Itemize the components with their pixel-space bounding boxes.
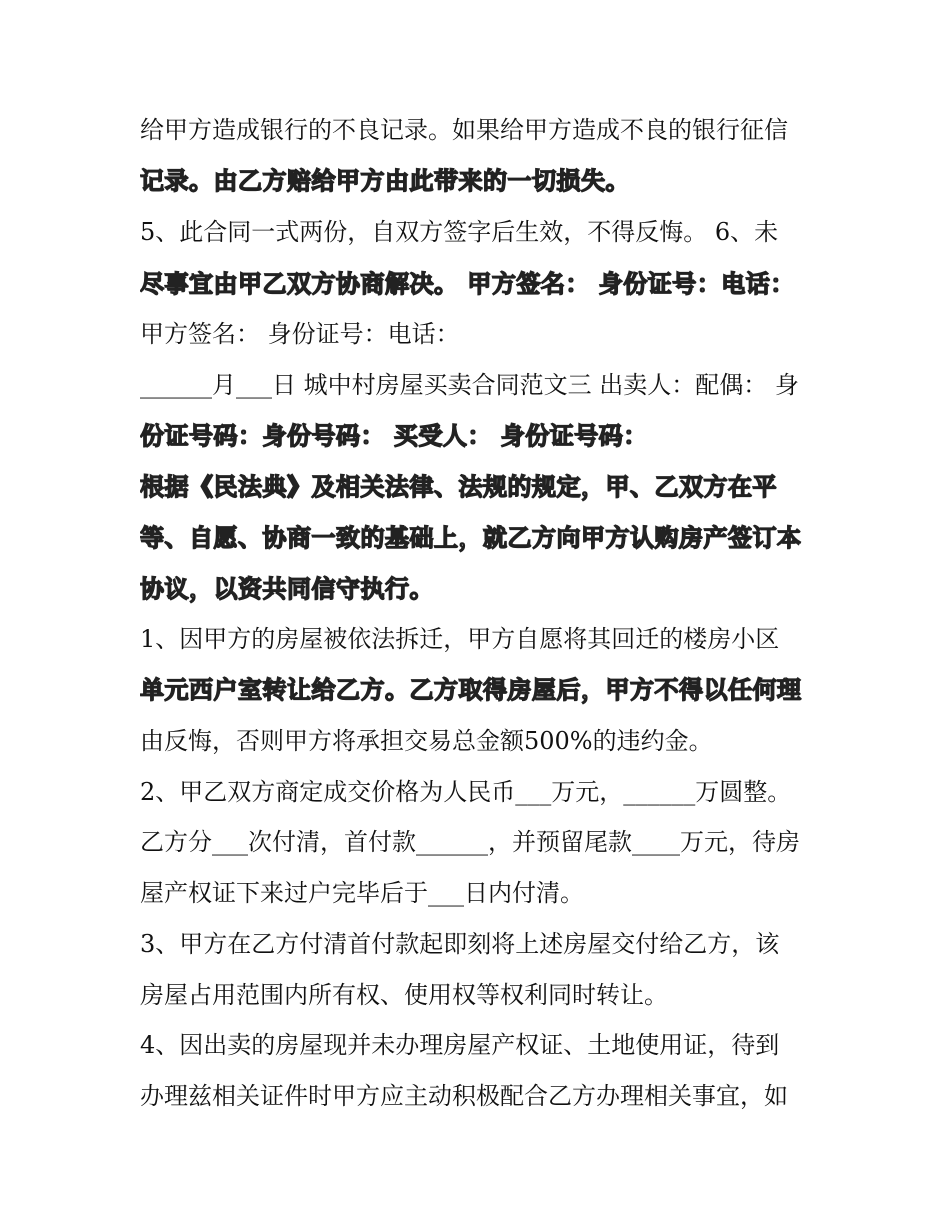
text-line: 份证号码：身份号码： 买受人： 身份证号码： bbox=[140, 422, 648, 450]
text-line: 单元西户室转让给乙方。乙方取得房屋后，甲方不得以任何理 bbox=[140, 676, 802, 704]
text-line: 屋产权证下来过户完毕后于___日内付清。 bbox=[140, 879, 584, 907]
text-line: 甲方签名： 身份证号：电话： bbox=[140, 320, 460, 348]
text-line: 尽事宜由甲乙双方协商解决。 甲方签名： 身份证号：电话： bbox=[140, 270, 795, 298]
text-line: 3、甲方在乙方付清首付款起即刻将上述房屋交付给乙方，该 bbox=[140, 930, 780, 958]
text-line: 4、因出卖的房屋现并未办理房屋产权证、土地使用证，待到 bbox=[140, 1031, 780, 1059]
text-line: 记录。由乙方赔给甲方由此带来的一切损失。 bbox=[140, 167, 630, 195]
text-line: 5、此合同一式两份，自双方签字后生效，不得反悔。 6、未 bbox=[140, 218, 779, 246]
text-line: 根据《民法典》及相关法律、法规的规定，甲、乙双方在平 bbox=[140, 473, 777, 501]
text-line: 乙方分___次付清，首付款______，并预留尾款____万元，待房 bbox=[140, 828, 800, 856]
text-line: 房屋占用范围内所有权、使用权等权利同时转让。 bbox=[140, 981, 668, 1009]
text-line: 办理兹相关证件时甲方应主动积极配合乙方办理相关事宜，如 bbox=[140, 1082, 788, 1110]
text-line: 等、自愿、协商一致的基础上，就乙方向甲方认购房产签订本 bbox=[140, 524, 802, 552]
text-line: 给甲方造成银行的不良记录。如果给甲方造成不良的银行征信 bbox=[140, 116, 788, 144]
text-line: 由反悔，否则甲方将承担交易总金额500%的违约金。 bbox=[140, 727, 713, 755]
text-line: ______月___日 城中村房屋买卖合同范文三 出卖人：配偶： 身 bbox=[140, 371, 799, 399]
text-line: 2、甲乙双方商定成交价格为人民币___万元，______万圆整。 bbox=[140, 778, 792, 806]
text-line: 1、因甲方的房屋被依法拆迁，甲方自愿将其回迁的楼房小区 bbox=[140, 625, 780, 653]
text-line: 协议，以资共同信守执行。 bbox=[140, 575, 434, 603]
